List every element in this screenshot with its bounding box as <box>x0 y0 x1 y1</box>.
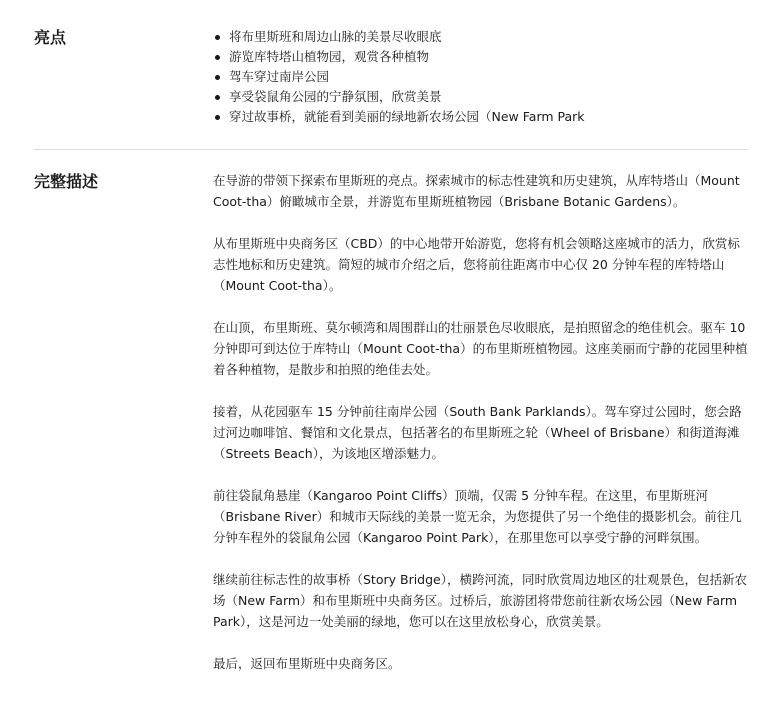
highlight-item: 穿过故事桥，就能看到美丽的绿地新农场公园（New Farm Park <box>213 107 585 127</box>
description-body <box>213 170 749 695</box>
description-paragraph: 最后，返回布里斯班中央商务区。 <box>213 656 401 671</box>
highlights-heading: 亮点 <box>34 28 67 47</box>
description-paragraph: 前往袋鼠角悬崖（Kangaroo Point Cliffs）顶端，仅需 5 分钟车程。在这里，布里斯班河（Brisbane River）和城市天际线的美景一览无余，为您提供了另一个绝佳的摄影机会。前往几分钟车程外的袋鼠角公园（Kangaroo Point Park），在那里您可以享受宁静的河畔氛围。 <box>213 488 742 545</box>
highlight-item: 享受袋鼠角公园的宁静氛围，欣赏美景 <box>213 87 585 107</box>
description-paragraph: 从布里斯班中央商务区（CBD）的中心地带开始游览，您将有机会领略这座城市的活力，欣赏标志性地标和历史建筑。简短的城市介绍之后，您将前往距离市中心仅 20 分钟车程的库特塔山（Mount Coot-tha）。 <box>213 236 740 293</box>
highlight-item: 游览库特塔山植物园，观赏各种植物 <box>213 47 585 67</box>
highlight-item: 将布里斯班和周边山脉的美景尽收眼底 <box>213 27 585 47</box>
description-paragraph: 接着，从花园驱车 15 分钟前往南岸公园（South Bank Parklands）。驾车穿过公园时，您会路过河边咖啡馆、餐馆和文化景点，包括著名的布里斯班之轮（Wheel of Brisbane）和街道海滩（Streets Beach），为该地区增添魅力。 <box>213 404 742 461</box>
highlights-list <box>213 27 585 127</box>
section-divider <box>34 149 747 150</box>
highlight-item: 驾车穿过南岸公园 <box>213 67 585 87</box>
description-paragraph: 继续前往标志性的故事桥（Story Bridge），横跨河流，同时欣赏周边地区的壮观景色，包括新农场（New Farm）和布里斯班中央商务区。过桥后，旅游团将带您前往新农场公园（New Farm Park），这是河边一处美丽的绿地，您可以在这里放松身心，欣赏美景。 <box>213 572 747 629</box>
description-paragraph: 在山顶，布里斯班、莫尔顿湾和周围群山的壮丽景色尽收眼底，是拍照留念的绝佳机会。驱车 10 分钟即可到达位于库特山（Mount Coot-tha）的布里斯班植物园。这座美丽而宁静的花园里种植着各种植物，是散步和拍照的绝佳去处。 <box>213 320 748 377</box>
full-description-heading: 完整描述 <box>34 172 99 191</box>
description-paragraph: 在导游的带领下探索布里斯班的亮点。探索城市的标志性建筑和历史建筑，从库特塔山（Mount Coot-tha）俯瞰城市全景，并游览布里斯班植物园（Brisbane Botanic Gardens）。 <box>213 173 740 209</box>
